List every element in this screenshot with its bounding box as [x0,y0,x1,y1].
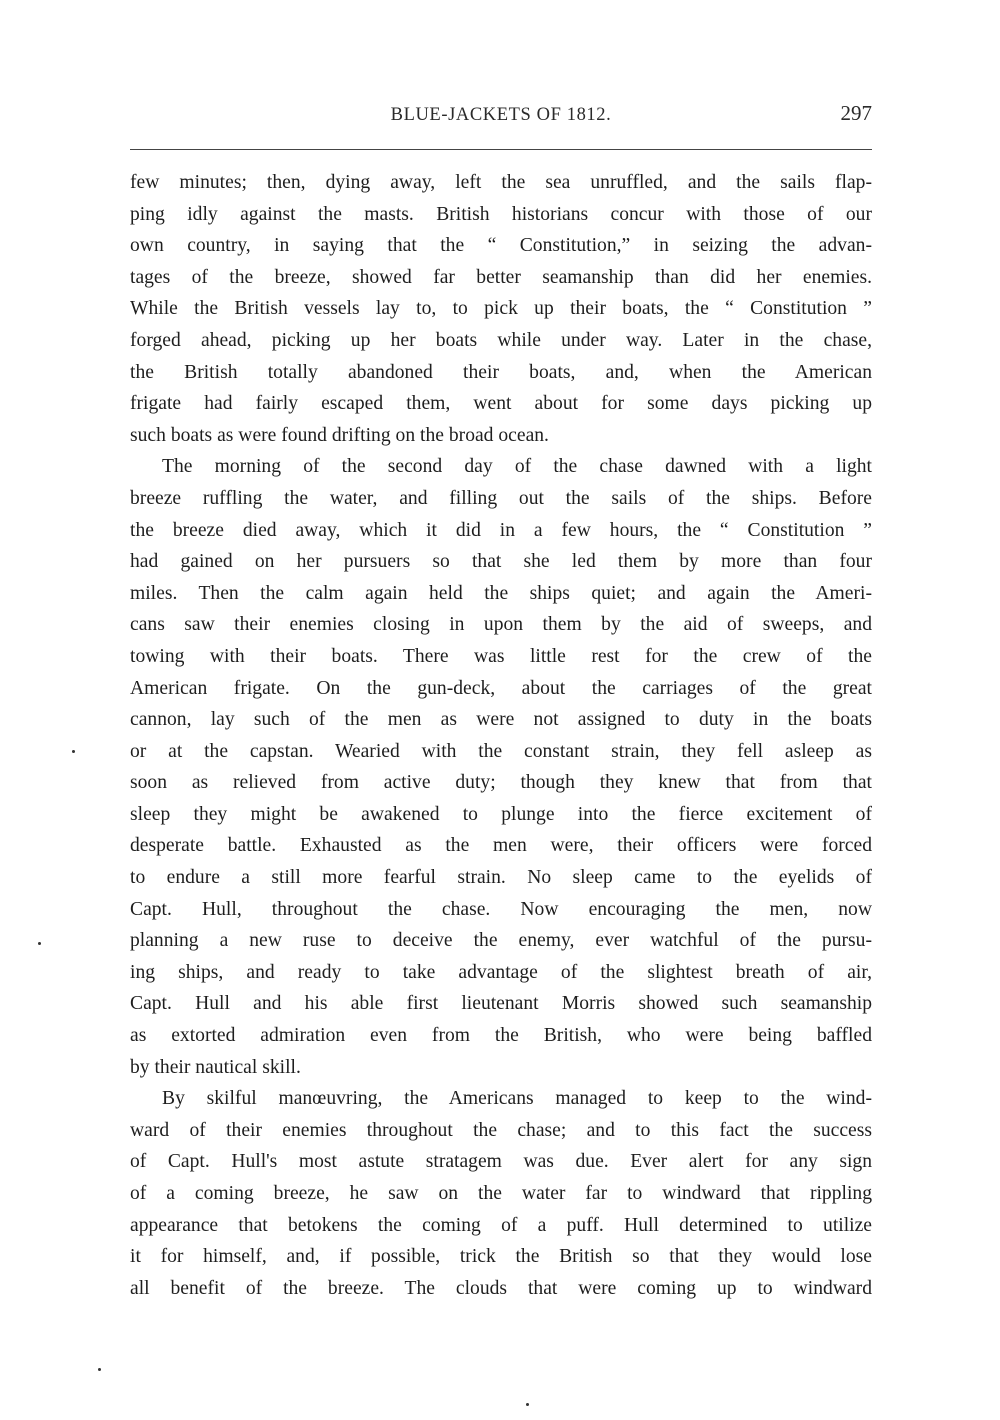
text-line: it for himself, and, if possible, trick the British so that they would lose [130,1246,872,1268]
text-line: few minutes; then, dying away, left the sea unruffled, and the sails flap- [130,172,872,193]
text-line: planning a new ruse to deceive the enemy, ever watchful of the pursu- [130,930,872,952]
scan-speck [98,1368,101,1371]
text-line: of Capt. Hull's most astute stratagem was due. Ever alert for any sign [130,1151,872,1173]
text-line: appearance that betokens the coming of a puff. Hull determined to utilize [130,1214,872,1236]
text-line: ing ships, and ready to take advantage of the slightest breath of air, [130,961,872,983]
text-line: to endure a still more fearful strain. No sleep came to the eyelids of [130,867,872,889]
running-head: BLUE-JACKETS OF 1812. [390,105,612,125]
text-line: The morning of the second day of the chase dawned with a light [162,456,872,478]
text-line: desperate battle. Exhausted as the men were, their officers were forced [130,835,872,857]
text-line: miles. Then the calm again held the ships quiet; and again the Ameri- [130,582,872,604]
text-line: sleep they might be awakened to plunge into the fierce excitement of [130,803,872,825]
text-line: forged ahead, picking up her boats while under way. Later in the chase, [130,329,872,351]
text-line: cannon, lay such of the men as were not assigned to duty in the boats [130,709,872,731]
text-line: While the British vessels lay to, to pick up their boats, the “ Constitution ” [130,298,872,320]
header-rule [130,149,872,150]
text-line: towing with their boats. There was little rest for the crew of the [130,645,872,667]
text-line: such boats as were found drifting on the broad ocean. [130,424,549,446]
text-line: ping idly against the masts. British historians concur with those of our [130,203,872,225]
text-line: all benefit of the breeze. The clouds that were coming up to windward [130,1277,872,1299]
text-line: the British totally abandoned their boats, and, when the American [130,361,872,383]
page-number: 297 [840,101,872,125]
text-line: cans saw their enemies closing in upon them by the aid of sweeps, and [130,614,872,636]
text-line: or at the capstan. Wearied with the constant strain, they fell asleep as [130,740,872,762]
scan-speck [526,1403,529,1406]
text-line: American frigate. On the gun-deck, about the carriages of the great [130,677,872,699]
text-line: ward of their enemies throughout the chase; and to this fact the success [130,1119,872,1141]
text-line: own country, in saying that the “ Constitution,” in seizing the advan- [130,235,872,257]
text-line: Capt. Hull, throughout the chase. Now encouraging the men, now [130,898,872,920]
text-line: the breeze died away, which it did in a few hours, the “ Constitution ” [130,519,872,541]
text-line: soon as relieved from active duty; though they knew that from that [130,772,872,794]
text-line: Capt. Hull and his able first lieutenant Morris showed such seamanship [130,993,872,1015]
text-line: as extorted admiration even from the British, who were being baffled [130,1025,872,1047]
scan-speck [72,750,75,753]
text-line: by their nautical skill. [130,1056,301,1078]
text-line: By skilful manœuvring, the Americans managed to keep to the wind- [162,1088,872,1110]
text-line: tages of the breeze, showed far better seamanship than did her enemies. [130,266,872,288]
scan-speck [38,942,41,945]
page-header [130,101,872,135]
text-line: breeze ruffling the water, and filling out the sails of the ships. Before [130,487,872,509]
text-line: had gained on her pursuers so that she led them by more than four [130,551,872,573]
body-text [130,167,872,1304]
text-line: frigate had fairly escaped them, went about for some days picking up [130,393,872,415]
text-line: of a coming breeze, he saw on the water far to windward that rippling [130,1183,872,1204]
